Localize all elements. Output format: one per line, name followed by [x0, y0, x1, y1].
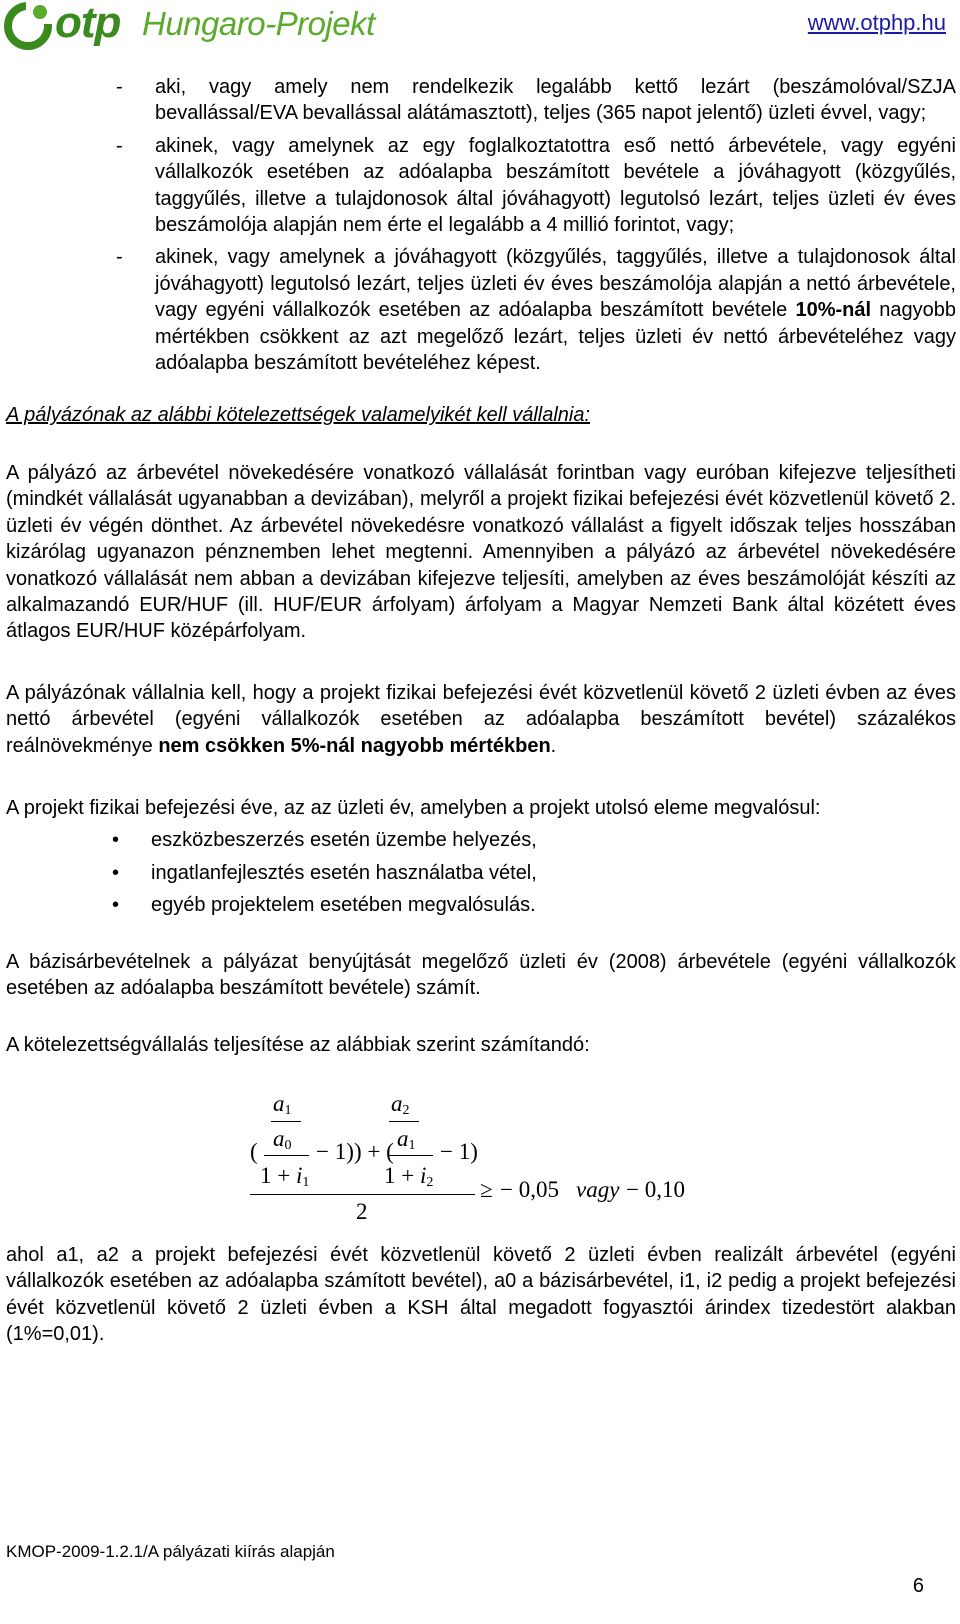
paragraph-variable-definitions: ahol a1, a2 a projekt befejezési évét közvetlenül követő 2 üzleti évben realizált árbevétel (egyéni vállalkozók esetében az adóalapba számított bevétel), a0 a bázisárbevétel, i1, i2 pedig a projekt befejezési évét közvetlenül követő 2 üzleti évben a KSH által megadott fogyasztói árindex tizedestört alakban (1%=0,01).: [6, 1243, 956, 1345]
formula-one-plus-i2: $1 + i_2$: [384, 1162, 434, 1190]
formula: [6, 1089, 956, 1224]
completion-bullet-list: [6, 827, 956, 918]
formula-plus: ) + (: [354, 1138, 394, 1164]
formula-open-paren: (: [250, 1138, 258, 1164]
dash-bullet: -: [116, 246, 123, 269]
formula-fraction-line: [264, 1155, 309, 1156]
eligibility-dash-list: [6, 74, 956, 376]
formula-vagy: vagy: [576, 1176, 620, 1202]
paragraph-commitment-text: A pályázónak vállalnia kell, hogy a projekt fizikai befejezési évét közvetlenül követő 2 üzleti évben az éves nettó árbevétel (egyéni vállalkozók esetében az adóalapba beszámított bevétel) százalékos reálnövekménye: [6, 681, 956, 757]
bullet-dot: •: [112, 894, 120, 917]
dash-item: [6, 133, 956, 239]
logo-otp-text: otp: [55, 0, 121, 47]
formula-a2-top: $a_2$: [391, 1090, 410, 1118]
paragraph-commitment-bold: nem csökken 5%-nál nagyobb mértékben: [158, 734, 551, 757]
formula-one-plus-i1: $1 + i_1$: [260, 1162, 310, 1190]
dash-item: [6, 244, 956, 376]
dash-item-text: aki, vagy amely nem rendelkezik legalább kettő lezárt (beszámolóval/SZJA bevallással/EVA bevallással alátámasztott), teljes (365 napot jelentő) üzleti évvel, vagy;: [155, 76, 956, 125]
formula-a1-mid: $a_1$: [397, 1125, 416, 1153]
bullet-item: [6, 892, 956, 918]
paragraph-commitment-end: .: [550, 734, 557, 757]
site-link[interactable]: www.otphp.hu: [807, 10, 946, 35]
formula-geq: ≥: [480, 1176, 493, 1202]
formula-a1-top: $a_1$: [273, 1090, 292, 1118]
paragraph-calculation-intro: A kötelezettségvállalás teljesítése az alábbiak szerint számítandó:: [6, 1034, 590, 1057]
otp-logo-icon: [4, 2, 54, 50]
paragraph-currency: A pályázó az árbevétel növekedésére vonatkozó vállalását forintban vagy euróban kifejezve teljesítheti (mindkét vállalását ugyanabban a devizában), melyről a projekt fizikai befejezési évét közvetlenül követő 2. üzleti év végén dönthet. Az árbevétel növekedésre vonatkozó vállalást a figyelt időszak teljes hosszában kizárólag ugyanazon pénznemben lehet megtenni. Amennyiben a pályázó az árbevétel növekedésére vonatkozó vállalását nem abban a devizában kifejezve teljesíti, amelyben az éves beszámolóját készíti az alkalmazandó EUR/HUF (ill. HUF/EUR árfolyam) árfolyam a Magyar Nemzeti Bank által közétett éves átlagos EUR/HUF középárfolyam.: [6, 461, 956, 643]
dash-bullet: -: [116, 134, 123, 157]
footer-source: KMOP-2009-1.2.1/A pályázati kiírás alapján: [6, 1542, 335, 1561]
formula-fraction-line: [388, 1155, 433, 1156]
paragraph-commitment: [6, 680, 956, 759]
logo-hungaro-projekt-text: Hungaro-Projekt: [142, 5, 375, 42]
formula-minus-one: − 1): [440, 1138, 478, 1164]
formula-main-fraction-line: [250, 1194, 475, 1195]
page-header: [0, 0, 960, 52]
page-number: 6: [912, 1575, 924, 1597]
bullet-dot: •: [112, 861, 120, 884]
section-title: A pályázónak az alábbi kötelezettségek valamelyikét kell vállalnia:: [6, 404, 591, 427]
dash-item-text-before: akinek, vagy amelynek a jóváhagyott (közgyűlés, taggyűlés, illetve a tulajdonosok által jóváhagyott) legutolsó lezárt, teljes üzleti év éves beszámolója alapján a nettó árbevétele, vagy egyéni vállalkozók esetében az adóalapba beszámított bevétele: [155, 246, 956, 322]
paragraph-base-revenue: A bázisárbevételnek a pályázat benyújtását megelőző üzleti év (2008) árbevétele (egyéni vállalkozók esetében az adóalapba beszámított bevétele) számít.: [6, 950, 956, 999]
document-body: [6, 74, 956, 1347]
dash-item-text-after: nagyobb mértékben csökkent az azt megelőző lezárt, teljes üzleti év nettó árbevételéhez vagy adóalapba beszámított bevételéhez képest.: [155, 299, 957, 375]
bullet-dot: •: [112, 829, 120, 852]
dash-item: [6, 74, 956, 127]
formula-a0: $a_0$: [273, 1125, 292, 1153]
bullet-item-text: egyéb projektelem esetében megvalósulás.: [151, 894, 536, 917]
dash-bullet: -: [116, 76, 123, 98]
bullet-item-text: ingatlanfejlesztés esetén használatba vétel,: [151, 861, 537, 884]
bullet-item: [6, 827, 956, 853]
formula-threshold-2: − 0,10: [626, 1176, 685, 1202]
formula-threshold-1: − 0,05: [500, 1176, 559, 1202]
formula-minus-one: − 1): [316, 1138, 354, 1164]
formula-fraction-line: [389, 1121, 419, 1122]
formula-denominator-two: 2: [356, 1198, 368, 1224]
formula-fraction-line: [271, 1121, 301, 1122]
dash-item-bold: 10%-nál: [795, 299, 872, 322]
bullet-item-text: eszközbeszerzés esetén üzembe helyezés,: [151, 829, 537, 852]
paragraph-completion-year: A projekt fizikai befejezési éve, az az üzleti év, amelyben a projekt utolsó eleme megvalósul:: [6, 796, 821, 819]
bullet-item: [6, 860, 956, 886]
dash-item-text: akinek, vagy amelynek az egy foglalkoztatottra eső nettó árbevétele, vagy egyéni vállalkozók esetében az adóalapba beszámított bevétele a jóváhagyott (közgyűlés, taggyűlés, illetve a tulajdonosok által jóváhagyott) legutolsó lezárt, teljes üzleti év éves beszámolója alapján nem érte el legalább a 4 millió forintot, vagy;: [155, 134, 956, 237]
